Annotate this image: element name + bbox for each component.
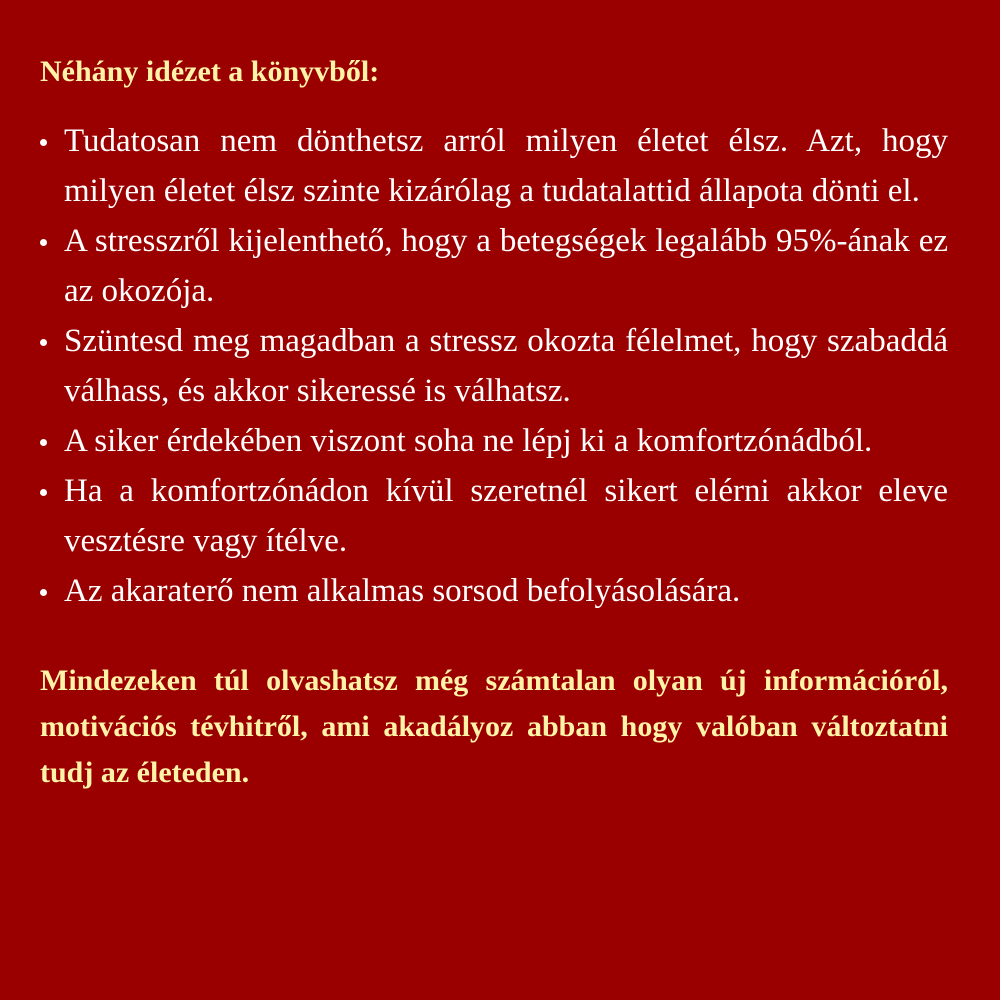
bullet-icon [40,439,47,446]
quote-text: Ha a komfortzónádon kívül szeretnél sikert elérni akkor eleve vesztésre vagy ítélve. [64,473,948,559]
quote-item [40,416,948,466]
quote-item [40,466,948,566]
quote-item [40,116,948,216]
bullet-icon [40,589,47,596]
quote-text: Tudatosan nem dönthetsz arról milyen életet élsz. Azt, hogy milyen életet élsz szinte kizárólag a tudatalattid állapota dönti el. [64,123,948,209]
quote-list [40,116,948,616]
bullet-icon [40,139,47,146]
quote-text: A stresszről kijelenthető, hogy a betegségek legalább 95%-ának ez az okozója. [64,223,948,309]
quote-item [40,566,948,616]
quote-text: Szüntesd meg magadban a stressz okozta félelmet, hogy szabaddá válhass, és akkor sikeressé is válhatsz. [64,323,948,409]
quote-item [40,316,948,416]
bullet-icon [40,339,47,346]
quote-text: A siker érdekében viszont soha ne lépj ki a komfortzónádból. [64,423,873,459]
quote-item [40,216,948,316]
closing-paragraph: Mindezeken túl olvashatsz még számtalan olyan új információról, motivációs tévhitről, ami akadályoz abban hogy valóban változtatni tudj az életeden. [40,664,948,789]
bullet-icon [40,489,47,496]
bullet-icon [40,239,47,246]
quotes-heading: Néhány idézet a könyvből: [40,55,380,88]
quote-text: Az akaraterő nem alkalmas sorsod befolyásolására. [64,573,741,609]
